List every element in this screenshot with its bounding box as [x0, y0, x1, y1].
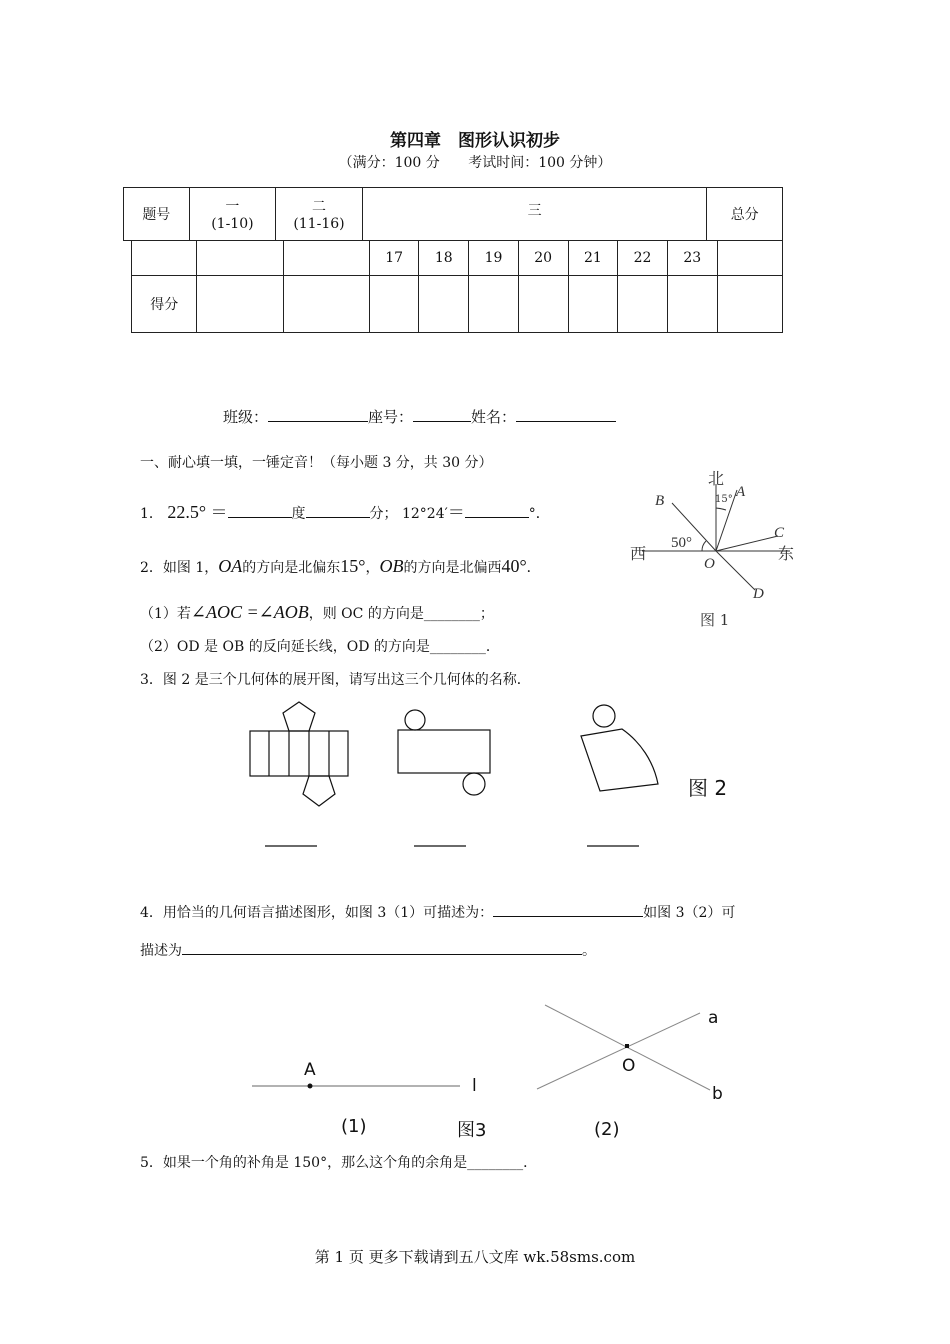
q-number-cell: 18: [419, 241, 469, 276]
angle-50-label: 50°: [671, 535, 692, 551]
question-3: 3．图 2 是三个几何体的展开图，请写出这三个几何体的名称．: [140, 672, 531, 688]
exam-info: [0, 152, 950, 172]
seat-label: 座号：: [368, 408, 414, 426]
q1-blank-min[interactable]: [306, 503, 370, 518]
score-input-cell[interactable]: [568, 276, 618, 333]
q-number-cell: 17: [369, 241, 419, 276]
q4-blank-2[interactable]: [182, 940, 582, 955]
sec1-label: 一: [225, 199, 240, 215]
class-field[interactable]: [268, 407, 368, 422]
ray-oc: [716, 536, 778, 551]
west-label: 西: [630, 544, 647, 563]
class-label: 班级：: [223, 408, 269, 426]
q1-blank-deg[interactable]: [228, 503, 292, 518]
q-number-cell: 19: [469, 241, 519, 276]
question-2-sub1: （1）若∠AOC =∠AOB，则 OC 的方向是________；: [140, 602, 494, 622]
section1-heading: 一、耐心填一填，一锤定音！（每小题 3 分，共 30 分）: [140, 455, 493, 471]
q4-blank-1[interactable]: [493, 902, 643, 917]
sec2-label: 二: [311, 199, 326, 215]
q-number-cell: 20: [518, 241, 568, 276]
figure-3: [240, 995, 740, 1145]
full-score: （满分：100 分: [338, 155, 440, 171]
question-1: 1． 22.5° ＝ 度 分； 12°24′＝ °．: [140, 502, 550, 523]
sec1-cell: [189, 188, 276, 241]
fig3-caption: 图3: [457, 1120, 487, 1141]
score-table-body: [131, 240, 783, 333]
question-2-sub2: （2）OD 是 OB 的反向延长线，OD 的方向是________．: [140, 639, 500, 655]
point-b-label: B: [655, 493, 665, 509]
question-2: 2．如图 1，OA的方向是北偏东15°，OB的方向是北偏西40°．: [140, 556, 541, 576]
page-footer: 第 1 页 更多下载请到五八文库 wk.58sms.com: [314, 1248, 636, 1266]
fig3-sub1-caption: (1): [341, 1116, 367, 1137]
name-label: 姓名：: [471, 408, 517, 426]
angle-15-label: 15°: [715, 494, 733, 505]
q-number-cell: 21: [568, 241, 618, 276]
score-input-cell[interactable]: [717, 276, 782, 333]
point-a-label: A: [736, 484, 746, 500]
question-4-line1: 4．用恰当的几何语言描述图形，如图 3（1）可描述为： 如图 3（2）可: [140, 902, 735, 922]
q-number-cell: 22: [618, 241, 668, 276]
score-input-cell[interactable]: [469, 276, 519, 333]
line-b-label: b: [712, 1084, 723, 1104]
line-l-label: l: [472, 1076, 477, 1096]
east-label: 东: [778, 544, 795, 563]
score-input-cell[interactable]: [419, 276, 469, 333]
point-a-dot: [308, 1084, 313, 1089]
question-5: 5．如果一个角的补角是 150°，那么这个角的余角是________．: [140, 1155, 538, 1171]
page-title: 第四章 图形认识初步: [390, 131, 560, 151]
score-table-header: [123, 187, 783, 241]
line-a-label: a: [708, 1008, 719, 1028]
q1-blank-result[interactable]: [465, 503, 529, 518]
total-cell: 总分: [707, 188, 783, 241]
ray-od: [716, 551, 755, 590]
score-input-cell[interactable]: [197, 276, 283, 333]
sec3-cell: 三: [362, 188, 707, 241]
figure-2-caption: 图 2: [688, 776, 728, 800]
name-field[interactable]: [516, 407, 616, 422]
score-input-cell[interactable]: [283, 276, 369, 333]
score-input-cell[interactable]: [618, 276, 668, 333]
north-label: 北: [708, 469, 725, 488]
line-a: [537, 1013, 700, 1089]
figure-1-compass: [620, 462, 810, 632]
sec2-cell: [276, 188, 363, 241]
point-d-label: D: [753, 586, 764, 602]
row-label-cell: 题号: [124, 188, 190, 241]
sec2-range: (11-16): [293, 216, 345, 232]
point-o-dot: [625, 1044, 629, 1048]
point-c-label: C: [774, 525, 785, 541]
score-input-cell[interactable]: [667, 276, 717, 333]
exam-time: 考试时间：100 分钟）: [468, 155, 612, 171]
score-input-cell[interactable]: [369, 276, 419, 333]
sec1-range: (1-10): [211, 216, 254, 232]
figure-1-caption: 图 1: [700, 611, 730, 629]
seat-field[interactable]: [413, 407, 471, 422]
point-a-label: A: [304, 1060, 316, 1080]
figure-2-nets: [240, 696, 740, 856]
score-input-cell[interactable]: [518, 276, 568, 333]
student-info: [223, 406, 616, 427]
question-4-line2: 描述为 。: [140, 940, 596, 960]
q-number-cell: 23: [667, 241, 717, 276]
fig3-sub2-caption: (2): [594, 1119, 620, 1140]
score-label-cell: 得分: [132, 276, 197, 333]
point-o-label: O: [704, 556, 715, 572]
point-o-label: O: [622, 1056, 636, 1076]
